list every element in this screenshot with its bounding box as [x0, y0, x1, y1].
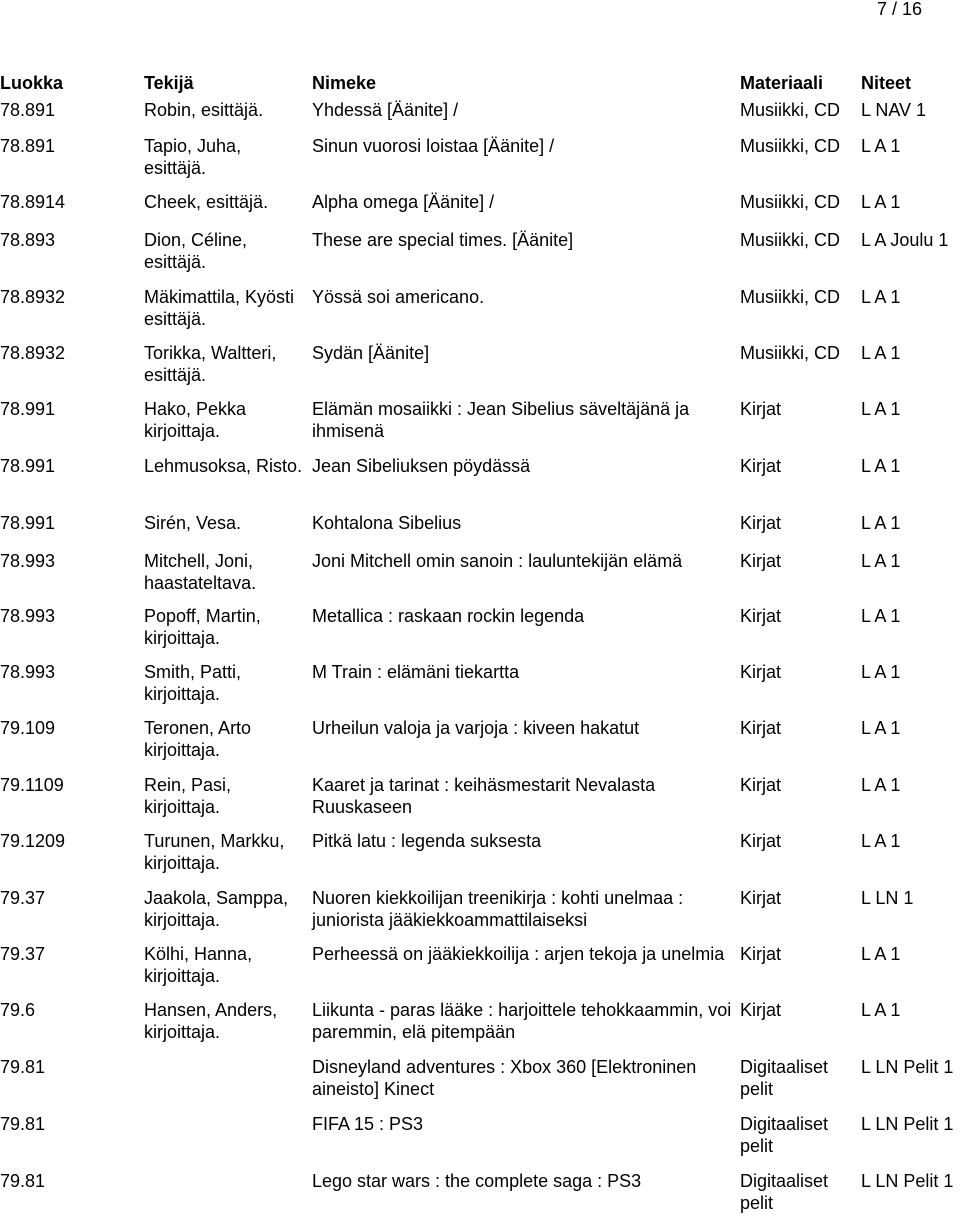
class-cell: 78.991	[0, 456, 56, 476]
copies-cell: L NAV 1	[861, 100, 927, 120]
title-cell: These are special times. [Äänite]	[312, 230, 574, 250]
author-cell: Robin, esittäjä.	[144, 100, 264, 120]
title-cell: Joni Mitchell omin sanoin : lauluntekijän elämä	[312, 551, 683, 571]
class-cell: 78.993	[0, 551, 56, 571]
title-cell: FIFA 15 : PS3	[312, 1114, 424, 1134]
title-cell: Sydän [Äänite]	[312, 343, 430, 363]
class-cell: 78.993	[0, 662, 56, 682]
header-nimeke: Nimeke	[312, 73, 377, 93]
author-cell: Sirén, Vesa.	[144, 513, 242, 533]
material-cell: Kirjat	[740, 1000, 782, 1020]
title-cell: Yössä soi americano.	[312, 287, 485, 307]
copies-cell: L A 1	[861, 718, 901, 738]
class-cell: 78.993	[0, 606, 56, 626]
copies-cell: L LN Pelit 1	[861, 1171, 954, 1191]
author-cell: Hako, Pekka kirjoittaja.	[144, 399, 247, 441]
title-cell: Kohtalona Sibelius	[312, 513, 462, 533]
header-luokka: Luokka	[0, 73, 64, 93]
author-cell: Mäkimattila, Kyösti esittäjä.	[144, 287, 295, 329]
class-cell: 79.81	[0, 1171, 46, 1191]
title-cell: Lego star wars : the complete saga : PS3	[312, 1171, 642, 1191]
copies-cell: L A 1	[861, 456, 901, 476]
class-cell: 78.891	[0, 136, 56, 156]
title-cell: Kaaret ja tarinat : keihäsmestarit Nevalasta Ruuskaseen	[312, 775, 656, 817]
class-cell: 79.1109	[0, 775, 64, 795]
material-cell: Kirjat	[740, 551, 782, 571]
class-cell: 78.991	[0, 513, 56, 533]
title-cell: Liikunta - paras lääke : harjoittele tehokkaammin, voi paremmin, elä pitempään	[312, 1000, 732, 1042]
material-cell: Kirjat	[740, 718, 782, 738]
author-cell: Kölhi, Hanna, kirjoittaja.	[144, 944, 253, 986]
material-cell: Kirjat	[740, 662, 782, 682]
material-cell: Musiikki, CD	[740, 343, 841, 363]
title-cell: Elämän mosaiikki : Jean Sibelius säveltäjänä ja ihmisenä	[312, 399, 690, 441]
material-cell: Digitaaliset pelit	[740, 1114, 829, 1156]
author-cell: Tapio, Juha, esittäjä.	[144, 136, 242, 178]
class-cell: 79.37	[0, 944, 46, 964]
copies-cell: L LN Pelit 1	[861, 1114, 954, 1134]
class-cell: 79.109	[0, 718, 56, 738]
class-cell: 78.8914	[0, 192, 66, 212]
material-cell: Musiikki, CD	[740, 136, 841, 156]
class-cell: 78.891	[0, 100, 56, 120]
copies-cell: L A 1	[861, 343, 901, 363]
author-cell: Mitchell, Joni, haastateltava.	[144, 551, 257, 593]
class-cell: 78.893	[0, 230, 56, 250]
author-cell: Lehmusoksa, Risto.	[144, 456, 303, 476]
copies-cell: L A 1	[861, 944, 901, 964]
material-cell: Kirjat	[740, 456, 782, 476]
author-cell: Dion, Céline, esittäjä.	[144, 230, 248, 272]
title-cell: Sinun vuorosi loistaa [Äänite] /	[312, 136, 555, 156]
title-cell: Jean Sibeliuksen pöydässä	[312, 456, 531, 476]
title-cell: Perheessä on jääkiekkoilija : arjen tekoja ja unelmia	[312, 944, 725, 964]
class-cell: 79.37	[0, 888, 46, 908]
class-cell: 78.991	[0, 399, 56, 419]
material-cell: Kirjat	[740, 606, 782, 626]
author-cell: Jaakola, Samppa, kirjoittaja.	[144, 888, 289, 930]
title-cell: Alpha omega [Äänite] /	[312, 192, 495, 212]
table-header	[0, 71, 960, 95]
page-number: 7 / 16	[876, 0, 922, 19]
author-cell: Turunen, Markku, kirjoittaja.	[144, 831, 285, 873]
material-cell: Musiikki, CD	[740, 100, 841, 120]
class-cell: 78.8932	[0, 287, 66, 307]
title-cell: Metallica : raskaan rockin legenda	[312, 606, 585, 626]
material-cell: Kirjat	[740, 775, 782, 795]
class-cell: 79.6	[0, 1000, 36, 1020]
author-cell: Smith, Patti, kirjoittaja.	[144, 662, 242, 704]
author-cell: Rein, Pasi, kirjoittaja.	[144, 775, 232, 817]
copies-cell: L A 1	[861, 192, 901, 212]
class-cell: 78.8932	[0, 343, 66, 363]
title-cell: Nuoren kiekkoilijan treenikirja : kohti unelmaa : juniorista jääkiekkoammattilaiseksi	[312, 888, 684, 930]
class-cell: 79.81	[0, 1114, 46, 1134]
class-cell: 79.1209	[0, 831, 66, 851]
header-tekija: Tekijä	[144, 73, 194, 93]
material-cell: Kirjat	[740, 944, 782, 964]
copies-cell: L A 1	[861, 287, 901, 307]
copies-cell: L A 1	[861, 831, 901, 851]
title-cell: Yhdessä [Äänite] /	[312, 100, 459, 120]
author-cell: Teronen, Arto kirjoittaja.	[144, 718, 252, 760]
copies-cell: L LN 1	[861, 888, 914, 908]
material-cell: Musiikki, CD	[740, 287, 841, 307]
copies-cell: L A 1	[861, 551, 901, 571]
copies-cell: L LN Pelit 1	[861, 1057, 954, 1077]
title-cell: Pitkä latu : legenda suksesta	[312, 831, 542, 851]
author-cell: Popoff, Martin, kirjoittaja.	[144, 606, 261, 648]
copies-cell: L A 1	[861, 399, 901, 419]
title-cell: M Train : elämäni tiekartta	[312, 662, 520, 682]
material-cell: Musiikki, CD	[740, 230, 841, 250]
material-cell: Musiikki, CD	[740, 192, 841, 212]
class-cell: 79.81	[0, 1057, 46, 1077]
material-cell: Digitaaliset pelit	[740, 1171, 829, 1213]
copies-cell: L A Joulu 1	[861, 230, 949, 250]
copies-cell: L A 1	[861, 136, 901, 156]
copies-cell: L A 1	[861, 775, 901, 795]
author-cell: Hansen, Anders, kirjoittaja.	[144, 1000, 278, 1042]
material-cell: Digitaaliset pelit	[740, 1057, 829, 1099]
copies-cell: L A 1	[861, 662, 901, 682]
material-cell: Kirjat	[740, 831, 782, 851]
copies-cell: L A 1	[861, 1000, 901, 1020]
material-cell: Kirjat	[740, 888, 782, 908]
material-cell: Kirjat	[740, 399, 782, 419]
header-niteet: Niteet	[861, 73, 912, 93]
material-cell: Kirjat	[740, 513, 782, 533]
title-cell: Disneyland adventures : Xbox 360 [Elektroninen aineisto] Kinect	[312, 1057, 697, 1099]
author-cell: Torikka, Waltteri, esittäjä.	[144, 343, 277, 385]
author-cell: Cheek, esittäjä.	[144, 192, 269, 212]
header-materiaali: Materiaali	[740, 73, 824, 93]
copies-cell: L A 1	[861, 606, 901, 626]
title-cell: Urheilun valoja ja varjoja : kiveen hakatut	[312, 718, 640, 738]
copies-cell: L A 1	[861, 513, 901, 533]
